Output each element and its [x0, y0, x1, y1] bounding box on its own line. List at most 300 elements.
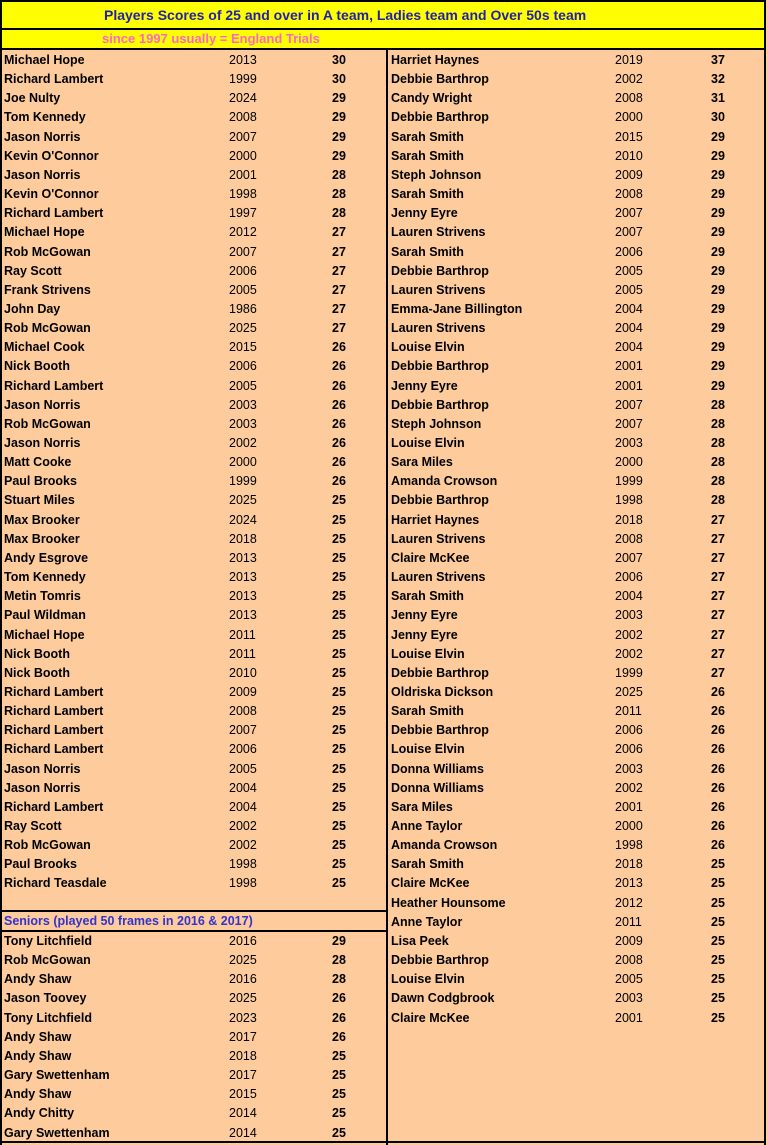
- cell-score: 25: [332, 1125, 346, 1140]
- a-team-row: [4, 606, 382, 625]
- cell-name: Jason Norris: [4, 129, 81, 144]
- cell-name: Richard Lambert: [4, 72, 104, 87]
- cell-year: 2018: [229, 531, 257, 546]
- ladies-row: [391, 798, 768, 817]
- cell-year: 2018: [229, 1048, 257, 1063]
- cell-score: 26: [332, 991, 346, 1006]
- cell-name: Debbie Barthrop: [391, 723, 489, 738]
- a-team-row: [4, 415, 382, 434]
- cell-year: 2007: [615, 397, 643, 412]
- seniors-row: [4, 970, 382, 989]
- a-team-row: [4, 51, 382, 70]
- seniors-row: [4, 951, 382, 970]
- cell-score: 27: [711, 512, 725, 527]
- cell-score: 25: [332, 876, 346, 891]
- cell-name: Sarah Smith: [391, 704, 464, 719]
- ladies-row: [391, 817, 768, 836]
- cell-name: Louise Elvin: [391, 340, 465, 355]
- ladies-row: [391, 472, 768, 491]
- cell-name: Andy Esgrove: [4, 550, 89, 565]
- cell-name: Donna Williams: [391, 780, 484, 795]
- a-team-row: [4, 338, 382, 357]
- seniors-row: [4, 932, 382, 951]
- cell-name: Paul Brooks: [4, 474, 77, 489]
- cell-year: 2000: [229, 148, 257, 163]
- ladies-row: [391, 511, 768, 530]
- cell-year: 2000: [615, 110, 643, 125]
- cell-name: Debbie Barthrop: [391, 263, 489, 278]
- a-team-row: [4, 760, 382, 779]
- cell-year: 2008: [615, 953, 643, 968]
- cell-year: 2000: [229, 455, 257, 470]
- cell-score: 25: [332, 665, 346, 680]
- cell-name: Jason Toovey: [4, 991, 87, 1006]
- cell-score: 29: [711, 129, 725, 144]
- cell-year: 2025: [229, 321, 257, 336]
- cell-year: 1998: [229, 187, 257, 202]
- cell-score: 26: [711, 819, 725, 833]
- cell-year: 2002: [229, 838, 257, 853]
- cell-year: 2006: [615, 570, 643, 585]
- cell-name: Richard Lambert: [4, 704, 104, 719]
- cell-name: Gary Swettenham: [4, 1068, 110, 1083]
- cell-name: Michael Cook: [4, 340, 85, 355]
- ladies-row: [391, 530, 768, 549]
- a-team-row: [4, 836, 382, 855]
- cell-year: 2023: [229, 1010, 257, 1025]
- cell-year: 2011: [615, 914, 642, 929]
- a-team-row: [4, 530, 382, 549]
- cell-year: 2008: [615, 91, 643, 106]
- cell-score: 28: [711, 436, 725, 450]
- cell-name: Jason Norris: [4, 780, 81, 795]
- cell-year: 1998: [615, 838, 643, 853]
- ladies-row: [391, 223, 768, 242]
- cell-name: Oldriska Dickson: [391, 684, 494, 699]
- a-team-row: [4, 357, 382, 376]
- cell-name: Jenny Eyre: [391, 627, 458, 642]
- seniors-row: [4, 1104, 382, 1123]
- cell-name: Dawn Codgbrook: [391, 991, 495, 1006]
- ladies-row: [391, 549, 768, 568]
- cell-name: Sarah Smith: [391, 129, 464, 144]
- cell-name: Amanda Crowson: [391, 838, 498, 853]
- cell-score: 25: [332, 627, 346, 642]
- cell-score: 25: [711, 1010, 725, 1025]
- cell-year: 2002: [229, 436, 257, 450]
- cell-year: 2019: [615, 53, 643, 67]
- a-team-row: [4, 511, 382, 530]
- cell-year: 2014: [229, 1106, 257, 1121]
- cell-score: 25: [332, 761, 346, 776]
- cell-name: Louise Elvin: [391, 972, 465, 987]
- ladies-row: [391, 338, 768, 357]
- cell-name: Emma-Jane Billington: [391, 301, 523, 316]
- ladies-row: [391, 319, 768, 338]
- cell-name: Heather Hounsome: [391, 895, 506, 910]
- cell-year: 1999: [229, 72, 257, 87]
- cell-score: 25: [711, 933, 725, 948]
- cell-score: 29: [711, 148, 725, 163]
- cell-score: 25: [332, 531, 346, 546]
- cell-name: Sarah Smith: [391, 589, 464, 604]
- cell-name: Richard Lambert: [4, 378, 104, 393]
- cell-year: 2016: [229, 934, 257, 948]
- cell-score: 25: [332, 742, 346, 757]
- cell-score: 29: [711, 167, 725, 182]
- cell-name: Lauren Strivens: [391, 321, 486, 336]
- cell-year: 2012: [229, 225, 257, 240]
- cell-score: 25: [711, 972, 725, 987]
- a-team-row: [4, 664, 382, 683]
- cell-year: 2007: [615, 416, 643, 431]
- cell-year: 2011: [229, 646, 256, 661]
- cell-score: 25: [711, 857, 725, 872]
- cell-name: Louise Elvin: [391, 646, 465, 661]
- ladies-row: [391, 779, 768, 798]
- cell-name: Andy Shaw: [4, 1029, 72, 1044]
- cell-name: Tony Litchfield: [4, 934, 92, 948]
- cell-name: Louise Elvin: [391, 742, 465, 757]
- ladies-row: [391, 243, 768, 262]
- cell-name: Richard Lambert: [4, 742, 104, 757]
- a-team-row: [4, 185, 382, 204]
- a-team-row: [4, 683, 382, 702]
- cell-year: 2001: [615, 1010, 643, 1025]
- cell-year: 2003: [615, 608, 643, 623]
- ladies-row: [391, 128, 768, 147]
- cell-score: 28: [711, 455, 725, 470]
- cell-score: 26: [332, 1029, 346, 1044]
- ladies-row: [391, 108, 768, 127]
- cell-name: Michael Hope: [4, 627, 85, 642]
- cell-score: 27: [711, 665, 725, 680]
- cell-name: Harriet Haynes: [391, 512, 480, 527]
- a-team-row: [4, 70, 382, 89]
- cell-name: Michael Hope: [4, 53, 85, 67]
- cell-score: 25: [711, 914, 725, 929]
- cell-name: Anne Taylor: [391, 819, 463, 833]
- ladies-row: [391, 377, 768, 396]
- cell-score: 27: [711, 646, 725, 661]
- cell-name: Debbie Barthrop: [391, 359, 489, 374]
- cell-score: 27: [711, 608, 725, 623]
- cell-year: 2005: [615, 282, 643, 297]
- cell-name: Andy Shaw: [4, 972, 72, 987]
- cell-score: 26: [332, 340, 346, 355]
- cell-year: 2001: [615, 799, 643, 814]
- cell-name: Harriet Haynes: [391, 53, 480, 67]
- a-team-row: [4, 626, 382, 645]
- cell-name: Sarah Smith: [391, 187, 464, 202]
- cell-name: Sarah Smith: [391, 244, 464, 259]
- cell-score: 28: [332, 972, 346, 987]
- cell-year: 1986: [229, 301, 257, 316]
- cell-score: 26: [332, 436, 346, 450]
- cell-name: Andy Shaw: [4, 1048, 72, 1063]
- ladies-row: [391, 989, 768, 1008]
- ladies-row: [391, 951, 768, 970]
- a-team-row: [4, 396, 382, 415]
- cell-score: 26: [711, 742, 725, 757]
- cell-name: Ray Scott: [4, 819, 62, 833]
- a-team-row: [4, 204, 382, 223]
- cell-year: 2007: [229, 723, 257, 738]
- cell-year: 2024: [229, 91, 257, 106]
- cell-name: Jason Norris: [4, 167, 81, 182]
- cell-year: 2006: [615, 742, 643, 757]
- cell-year: 1998: [615, 493, 643, 508]
- cell-year: 2002: [615, 72, 643, 87]
- cell-score: 29: [711, 263, 725, 278]
- cell-score: 25: [711, 953, 725, 968]
- cell-score: 27: [332, 263, 346, 278]
- ladies-row: [391, 740, 768, 759]
- cell-score: 25: [332, 819, 346, 833]
- cell-year: 2003: [615, 991, 643, 1006]
- cell-name: Lauren Strivens: [391, 570, 486, 585]
- cell-name: Amanda Crowson: [391, 474, 498, 489]
- cell-year: 2013: [615, 876, 643, 891]
- cell-name: Debbie Barthrop: [391, 953, 489, 968]
- a-team-row: [4, 721, 382, 740]
- cell-score: 29: [711, 340, 725, 355]
- cell-score: 25: [711, 895, 725, 910]
- page-title: Players Scores of 25 and over in A team, Ladies team and Over 50s team: [0, 0, 766, 30]
- cell-year: 2013: [229, 550, 257, 565]
- cell-name: Tom Kennedy: [4, 110, 86, 125]
- cell-name: Max Brooker: [4, 512, 80, 527]
- ladies-row: [391, 970, 768, 989]
- cell-name: Claire McKee: [391, 550, 470, 565]
- cell-score: 29: [711, 244, 725, 259]
- a-team-row: [4, 243, 382, 262]
- cell-year: 2010: [615, 148, 643, 163]
- cell-year: 2005: [615, 972, 643, 987]
- cell-score: 29: [332, 934, 346, 948]
- cell-name: Andy Shaw: [4, 1087, 72, 1102]
- cell-score: 28: [711, 474, 725, 489]
- cell-score: 26: [332, 397, 346, 412]
- cell-year: 2002: [229, 819, 257, 833]
- seniors-row: [4, 1009, 382, 1028]
- cell-year: 2008: [229, 110, 257, 125]
- cell-score: 27: [711, 627, 725, 642]
- ladies-row: [391, 836, 768, 855]
- a-team-row: [4, 549, 382, 568]
- cell-name: Frank Strivens: [4, 282, 91, 297]
- cell-score: 29: [711, 206, 725, 221]
- a-team-row: [4, 855, 382, 874]
- cell-score: 25: [332, 704, 346, 719]
- cell-year: 2006: [229, 359, 257, 374]
- cell-score: 25: [711, 876, 725, 891]
- cell-year: 2002: [615, 780, 643, 795]
- seniors-section-title: Seniors (played 50 frames in 2016 & 2017): [4, 914, 253, 928]
- cell-score: 25: [332, 1068, 346, 1083]
- a-team-row: [4, 434, 382, 453]
- cell-score: 26: [711, 704, 725, 719]
- cell-name: Debbie Barthrop: [391, 72, 489, 87]
- a-team-row: [4, 281, 382, 300]
- ladies-row: [391, 147, 768, 166]
- cell-name: Jenny Eyre: [391, 206, 458, 221]
- cell-score: 26: [332, 378, 346, 393]
- cell-year: 2001: [615, 378, 643, 393]
- cell-name: Jason Norris: [4, 761, 81, 776]
- cell-name: Debbie Barthrop: [391, 665, 489, 680]
- cell-name: Nick Booth: [4, 665, 70, 680]
- ladies-row: [391, 874, 768, 893]
- cell-year: 2012: [615, 895, 643, 910]
- cell-score: 28: [711, 416, 725, 431]
- cell-name: Tom Kennedy: [4, 570, 86, 585]
- cell-score: 29: [711, 321, 725, 336]
- ladies-row: [391, 70, 768, 89]
- ladies-row: [391, 166, 768, 185]
- cell-name: Rob McGowan: [4, 838, 91, 853]
- a-team-row: [4, 779, 382, 798]
- a-team-row: [4, 89, 382, 108]
- cell-year: 2003: [615, 436, 643, 450]
- cell-year: 2015: [615, 129, 643, 144]
- ladies-row: [391, 262, 768, 281]
- cell-score: 26: [711, 684, 725, 699]
- seniors-row: [4, 1047, 382, 1066]
- cell-name: Lisa Peek: [391, 933, 449, 948]
- cell-year: 2016: [229, 972, 257, 987]
- cell-score: 27: [711, 550, 725, 565]
- cell-year: 2013: [229, 589, 257, 604]
- cell-year: 2017: [229, 1029, 257, 1044]
- cell-name: Richard Lambert: [4, 684, 104, 699]
- cell-year: 2008: [615, 187, 643, 202]
- ladies-row: [391, 721, 768, 740]
- a-team-row: [4, 147, 382, 166]
- cell-year: 2002: [615, 646, 643, 661]
- cell-name: Sara Miles: [391, 455, 453, 470]
- cell-year: 2025: [615, 684, 643, 699]
- ladies-row: [391, 357, 768, 376]
- a-team-row: [4, 587, 382, 606]
- a-team-row: [4, 262, 382, 281]
- ladies-row: [391, 434, 768, 453]
- cell-score: 27: [332, 225, 346, 240]
- cell-score: 32: [711, 72, 725, 87]
- cell-year: 2017: [229, 1068, 257, 1083]
- cell-year: 2009: [229, 684, 257, 699]
- ladies-row: [391, 702, 768, 721]
- cell-name: Donna Williams: [391, 761, 484, 776]
- cell-score: 37: [711, 53, 725, 67]
- cell-score: 27: [332, 321, 346, 336]
- cell-score: 25: [332, 723, 346, 738]
- cell-score: 25: [332, 838, 346, 853]
- cell-score: 27: [332, 282, 346, 297]
- cell-year: 2003: [229, 397, 257, 412]
- cell-year: 1999: [229, 474, 257, 489]
- cell-score: 25: [332, 1106, 346, 1121]
- cell-score: 31: [711, 91, 725, 106]
- cell-score: 27: [332, 301, 346, 316]
- cell-name: Jenny Eyre: [391, 608, 458, 623]
- cell-name: Lauren Strivens: [391, 282, 486, 297]
- ladies-row: [391, 51, 768, 70]
- column-divider: [386, 50, 388, 1145]
- a-team-row: [4, 453, 382, 472]
- seniors-row: [4, 1124, 382, 1143]
- cell-score: 28: [332, 187, 346, 202]
- cell-year: 1999: [615, 474, 643, 489]
- cell-year: 2006: [229, 263, 257, 278]
- cell-score: 26: [711, 838, 725, 853]
- seniors-row: [4, 1066, 382, 1085]
- cell-score: 25: [332, 493, 346, 508]
- cell-year: 2018: [615, 857, 643, 872]
- cell-score: 29: [711, 301, 725, 316]
- cell-score: 25: [332, 589, 346, 604]
- cell-name: Sarah Smith: [391, 857, 464, 872]
- cell-score: 27: [711, 570, 725, 585]
- cell-name: Debbie Barthrop: [391, 397, 489, 412]
- a-team-row: [4, 740, 382, 759]
- a-team-row: [4, 702, 382, 721]
- cell-score: 27: [711, 589, 725, 604]
- left-border: [0, 50, 2, 1145]
- cell-score: 29: [332, 148, 346, 163]
- cell-score: 29: [711, 225, 725, 240]
- ladies-row: [391, 626, 768, 645]
- cell-name: Rob McGowan: [4, 321, 91, 336]
- cell-score: 28: [711, 397, 725, 412]
- cell-year: 2006: [615, 244, 643, 259]
- cell-name: Claire McKee: [391, 876, 470, 891]
- cell-score: 28: [332, 167, 346, 182]
- cell-name: Steph Johnson: [391, 167, 482, 182]
- ladies-row: [391, 645, 768, 664]
- cell-name: Rob McGowan: [4, 416, 91, 431]
- cell-name: Joe Nulty: [4, 91, 61, 106]
- cell-name: Stuart Miles: [4, 493, 75, 508]
- cell-score: 26: [711, 723, 725, 738]
- cell-score: 25: [332, 684, 346, 699]
- cell-name: Claire McKee: [391, 1010, 470, 1025]
- cell-year: 2007: [229, 244, 257, 259]
- a-team-row: [4, 319, 382, 338]
- cell-year: 2005: [615, 263, 643, 278]
- cell-name: Steph Johnson: [391, 416, 482, 431]
- a-team-row: [4, 128, 382, 147]
- cell-score: 25: [332, 512, 346, 527]
- cell-year: 2007: [615, 550, 643, 565]
- ladies-row: [391, 204, 768, 223]
- ladies-row: [391, 491, 768, 510]
- cell-score: 25: [332, 570, 346, 585]
- cell-name: Andy Chitty: [4, 1106, 75, 1121]
- ladies-row: [391, 453, 768, 472]
- cell-score: 30: [711, 110, 725, 125]
- cell-name: Richard Teasdale: [4, 876, 107, 891]
- ladies-row: [391, 568, 768, 587]
- cell-score: 26: [332, 359, 346, 374]
- cell-score: 25: [332, 1087, 346, 1102]
- cell-year: 2008: [615, 531, 643, 546]
- cell-name: Jenny Eyre: [391, 378, 458, 393]
- seniors-row: [4, 1085, 382, 1104]
- page-subtitle: since 1997 usually = England Trials: [0, 28, 766, 50]
- cell-score: 28: [711, 493, 725, 508]
- cell-year: 2000: [615, 455, 643, 470]
